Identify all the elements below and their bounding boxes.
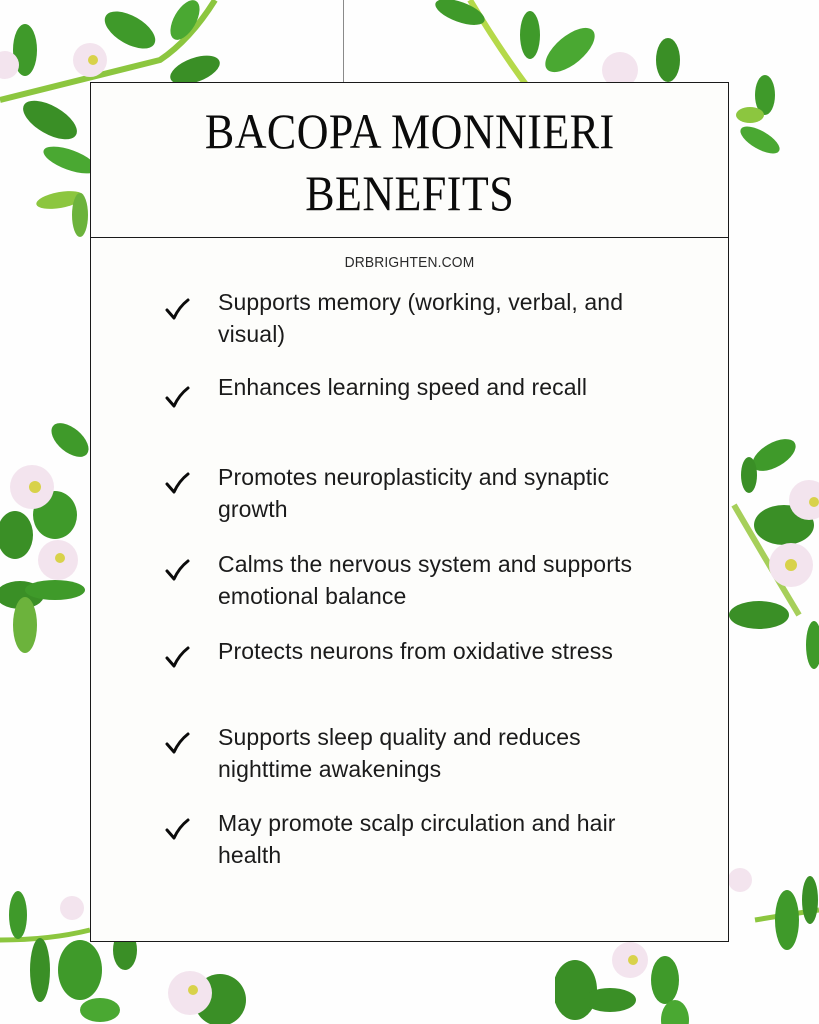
checkmark-icon <box>164 471 190 497</box>
checkmark-icon <box>164 558 190 584</box>
plant-decoration-left <box>0 415 92 655</box>
card-header <box>91 83 728 238</box>
checkmark-icon <box>164 731 190 757</box>
benefit-text: Promotes neuroplasticity and synaptic growth <box>218 464 610 522</box>
benefits-card <box>90 82 729 942</box>
checkmark-icon <box>164 817 190 843</box>
decorative-line <box>343 0 344 82</box>
benefit-text: Supports memory (working, verbal, and visual) <box>218 289 624 347</box>
checkmark-icon <box>164 385 190 411</box>
benefit-text: Supports sleep quality and reduces nighttime awakenings <box>218 724 581 782</box>
benefit-text: Enhances learning speed and recall <box>218 374 588 400</box>
page-title-line-2: BENEFITS <box>305 165 514 221</box>
benefit-text: Calms the nervous system and supports emotional balance <box>218 551 633 609</box>
checkmark-icon <box>164 297 190 323</box>
checkmark-icon <box>164 645 190 671</box>
benefit-text: Protects neurons from oxidative stress <box>218 638 613 664</box>
plant-decoration-right <box>729 415 819 675</box>
benefit-text: May promote scalp circulation and hair health <box>218 810 616 868</box>
website-label: DRBRIGHTEN.COM <box>344 254 475 271</box>
page-title-line-1: BACOPA MONNIERI <box>204 103 615 159</box>
